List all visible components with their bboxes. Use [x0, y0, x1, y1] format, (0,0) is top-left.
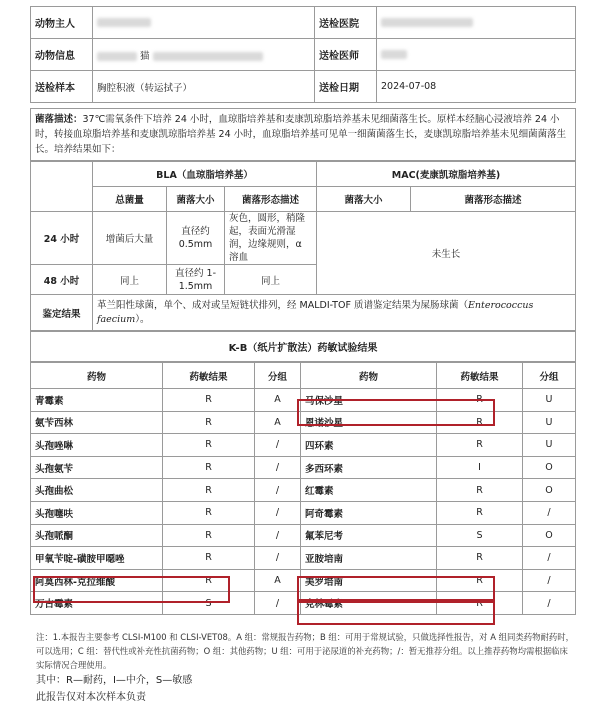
kb-cell-group-2: O [523, 479, 576, 502]
col-morph: 菌落形态描述 [225, 187, 317, 212]
culture-corner [31, 162, 93, 212]
kb-cell-group-2: U [523, 411, 576, 434]
row-24h-size: 直径约 0.5mm [167, 212, 225, 265]
hospital-value [377, 7, 576, 39]
row-48h-morph: 同上 [225, 265, 317, 295]
col-total: 总菌量 [93, 187, 167, 212]
kb-cell-drug: 氨苄西林 [31, 411, 163, 434]
kb-cell-drug: 阿莫西林-克拉维酸 [31, 569, 163, 592]
kb-header-result-2: 药敏结果 [437, 363, 523, 389]
kb-header-group-2: 分组 [523, 363, 576, 389]
kb-cell-group-2: O [523, 456, 576, 479]
kb-cell-result-2: R [437, 479, 523, 502]
kb-row [31, 501, 576, 524]
legend-text: 其中：R—耐药，I—中介，S—敏感 [36, 675, 193, 686]
kb-cell-group-2: U [523, 389, 576, 412]
kb-row [31, 434, 576, 457]
kb-results-table [30, 362, 576, 615]
notes-text: 注：1.本报告主要参考 CLSI-M100 和 CLSI-VET08。A 组：常规报告药物；B 组：可用于常规试验，只做选择性报告，对 A 组同类药物耐药时，可以选用；C 组：替代性或补充性抗菌药物；O 组：其他药物；U 组：可用于泌尿道的补充药物；/：暂无推荐分组。以上推荐药物均需根据临床实际情况合理使用。 [36, 632, 574, 670]
colony-description [31, 109, 576, 161]
mac-title: MAC(麦康凯琼脂培养基) [317, 162, 576, 187]
owner-label: 动物主人 [31, 7, 93, 39]
sample-info-table [30, 6, 576, 103]
identification-text: 革兰阳性球菌，单个、成对或呈短链状排列，经 MALDI-TOF 质谱鉴定结果为屎肠球菌（ [97, 299, 468, 311]
col-morph-mac: 菌落形态描述 [411, 187, 576, 212]
kb-row [31, 547, 576, 570]
kb-cell-drug: 万古霉素 [31, 592, 163, 615]
kb-cell-drug-2: 多西环素 [301, 456, 437, 479]
kb-cell-drug-2: 红霉素 [301, 479, 437, 502]
kb-cell-drug: 头孢噻呋 [31, 501, 163, 524]
kb-cell-result: S [163, 592, 255, 615]
sample-value: 胸腔积液（转运拭子） [93, 71, 315, 103]
kb-header-drug: 药物 [31, 363, 163, 389]
kb-row [31, 569, 576, 592]
kb-cell-group-2: / [523, 547, 576, 570]
identification-label: 鉴定结果 [31, 295, 93, 331]
kb-cell-result-2: R [437, 411, 523, 434]
kb-cell-drug-2: 阿奇霉素 [301, 501, 437, 524]
identification-result [93, 295, 576, 331]
kb-cell-group: A [255, 569, 301, 592]
kb-cell-result-2: I [437, 456, 523, 479]
owner-value [93, 7, 315, 39]
kb-cell-drug: 头孢氨苄 [31, 456, 163, 479]
kb-cell-group: / [255, 434, 301, 457]
kb-cell-drug: 青霉素 [31, 389, 163, 412]
date-value: 2024-07-08 [377, 71, 576, 103]
kb-cell-drug: 头孢唑啉 [31, 434, 163, 457]
kb-row [31, 411, 576, 434]
kb-cell-result: R [163, 524, 255, 547]
hospital-label: 送检医院 [315, 7, 377, 39]
row-48h-label: 48 小时 [31, 265, 93, 295]
row-48h-total: 同上 [93, 265, 167, 295]
kb-cell-drug-2: 四环素 [301, 434, 437, 457]
kb-header-drug-2: 药物 [301, 363, 437, 389]
kb-cell-result: R [163, 569, 255, 592]
kb-cell-result: R [163, 389, 255, 412]
kb-cell-drug-2: 亚胺培南 [301, 547, 437, 570]
notes-section [36, 630, 576, 706]
bla-title: BLA（血琼脂培养基） [93, 162, 317, 187]
kb-cell-group: A [255, 389, 301, 412]
kb-cell-group: / [255, 592, 301, 615]
kb-cell-result: R [163, 501, 255, 524]
kb-cell-group-2: / [523, 501, 576, 524]
kb-cell-group: / [255, 524, 301, 547]
kb-cell-group: / [255, 547, 301, 570]
kb-cell-group: / [255, 501, 301, 524]
kb-cell-group: / [255, 479, 301, 502]
kb-row [31, 592, 576, 615]
kb-cell-drug-2: 氟苯尼考 [301, 524, 437, 547]
col-size: 菌落大小 [167, 187, 225, 212]
kb-title: K-B（纸片扩散法）药敏试验结果 [31, 332, 576, 362]
kb-cell-drug-2: 恩诺沙星 [301, 411, 437, 434]
kb-cell-result: R [163, 434, 255, 457]
kb-cell-drug-2: 美罗培南 [301, 569, 437, 592]
kb-cell-result-2: R [437, 434, 523, 457]
kb-cell-result-2: R [437, 501, 523, 524]
kb-cell-group-2: O [523, 524, 576, 547]
kb-cell-group-2: U [523, 434, 576, 457]
mac-result: 未生长 [317, 212, 576, 295]
description-label: 菌落描述： [35, 114, 83, 125]
kb-cell-group-2: / [523, 592, 576, 615]
kb-cell-drug: 甲氧苄啶-磺胺甲噁唑 [31, 547, 163, 570]
kb-row [31, 389, 576, 412]
animal-species: 猫 [140, 50, 150, 62]
animal-value [93, 39, 315, 71]
report-sheet [30, 6, 576, 615]
kb-cell-result-2: R [437, 547, 523, 570]
kb-header-result: 药敏结果 [163, 363, 255, 389]
culture-table [30, 161, 576, 331]
sample-label: 送检样本 [31, 71, 93, 103]
animal-label: 动物信息 [31, 39, 93, 71]
kb-cell-group-2: / [523, 569, 576, 592]
kb-cell-result: R [163, 456, 255, 479]
identification-end: ）。 [135, 313, 150, 325]
kb-cell-drug-2: 克林霉素 [301, 592, 437, 615]
kb-row [31, 456, 576, 479]
kb-cell-result-2: R [437, 592, 523, 615]
identification-species: Enterococcus faecium [97, 299, 534, 325]
disclaimer-text: 此报告仅对本次样本负责 [36, 692, 146, 703]
kb-cell-result: R [163, 479, 255, 502]
kb-cell-result: R [163, 411, 255, 434]
row-24h-total: 增菌后大量 [93, 212, 167, 265]
kb-header-group: 分组 [255, 363, 301, 389]
kb-cell-drug: 头孢哌酮 [31, 524, 163, 547]
description-table [30, 108, 576, 161]
row-48h-size: 直径约 1-1.5mm [167, 265, 225, 295]
vet-label: 送检医师 [315, 39, 377, 71]
col-size-mac: 菌落大小 [317, 187, 411, 212]
kb-title-table [30, 331, 576, 362]
kb-cell-result: R [163, 547, 255, 570]
description-text: 37℃需氧条件下培养 24 小时，血琼脂培养基和麦康凯琼脂培养基未见细菌落生长。原样本经脑心浸液培养 24 小时，转接血琼脂培养基和麦康凯琼脂培养基 24 小时，血琼脂培养基可见单一细菌菌落生长，麦康凯琼脂培养基未见细菌菌落生长。培养结果如下： [35, 114, 567, 155]
kb-cell-result-2: R [437, 389, 523, 412]
kb-cell-group: A [255, 411, 301, 434]
kb-cell-drug-2: 马保沙星 [301, 389, 437, 412]
kb-cell-result-2: S [437, 524, 523, 547]
kb-cell-result-2: R [437, 569, 523, 592]
vet-value [377, 39, 576, 71]
kb-row [31, 479, 576, 502]
kb-cell-group: / [255, 456, 301, 479]
kb-row [31, 524, 576, 547]
kb-body [31, 389, 576, 615]
row-24h-morph: 灰色，圆形，稍隆起，表面光滑湿润，边缘规则，α 溶血 [225, 212, 317, 265]
row-24h-label: 24 小时 [31, 212, 93, 265]
date-label: 送检日期 [315, 71, 377, 103]
kb-cell-drug: 头孢曲松 [31, 479, 163, 502]
